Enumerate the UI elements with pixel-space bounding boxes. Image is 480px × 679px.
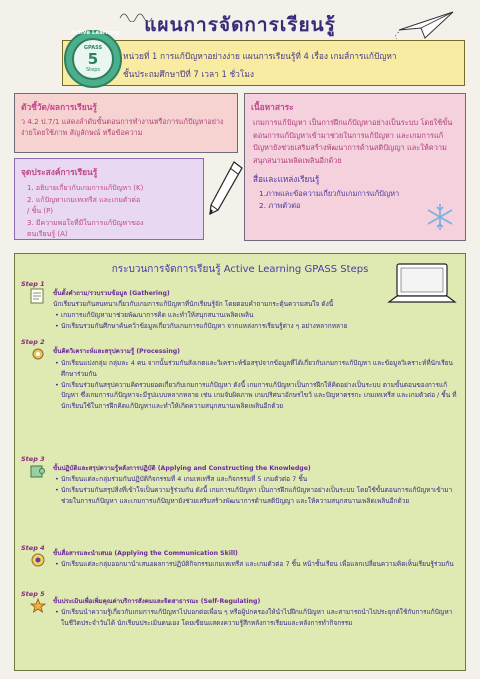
objective-list — [15, 183, 203, 241]
step-label: Step 2 — [21, 338, 45, 346]
step-3-title: ขั้นปฏิบัติและสรุปความรู้หลังการปฏิบัติ (Applying and Constructing the Knowledge) — [53, 465, 311, 472]
step-1-title: ขั้นตั้งคำถาม/รวบรวมข้อมูล (Gathering) — [53, 290, 170, 297]
step-bullet: • นักเรียนร่วมกันสรุปสิ่งที่เข้าใจเป็นความรู้ร่วมกัน ดังนี้ เกมการแก้ปัญหา เป็นการฝึกแก้ปัญหาอย่างเป็นระบบ โดยใช้ขั้นตอนการแก้ปัญหาเข้ามาช่วยในการแก้ปัญหา และเกมการแก้ปัญหายังช่วยเสริมสร้างพัฒนาการด้านสติปัญญา และให้ความสนุกสนานเพลิดเพลินอีกด้วย — [53, 485, 457, 507]
objective-item: 2. แก้ปัญหาเกมเทเทรีส และเกมตัวต่อ — [27, 195, 141, 204]
material-item: 1.ภาพและข้อความเกี่ยวกับเกมการแก้ปัญหา — [259, 189, 400, 198]
process-title: กระบวนการจัดการเรียนรู้ Active Learning GPASS Steps — [111, 264, 369, 275]
step-3-marker — [21, 455, 49, 479]
step-bullet: • นักเรียนนำความรู้เกี่ยวกับเกมการแก้ปัญหาไปบอกต่อเพื่อน ๆ หรือผู้ปกครองให้นำไปฝึกแก้ปัญหา และสามารถนำไปประยุกต์ใช้กับการแก้ปัญหาในชีวิตประจำวันได้ นักเรียนประเมินตนเอง โดยเขียนแสดงความรู้สึกหลังการเรียนและหลังการทำกิจกรรม — [53, 607, 457, 629]
snowflake-icon — [425, 202, 455, 232]
badge-arc-text: Active Learning — [70, 30, 120, 36]
puzzle-icon — [29, 463, 47, 479]
content-text: เกมการแก้ปัญหา เป็นการฝึกแก้ปัญหาอย่างเป็นระบบ โดยใช้ขั้นตอนการแก้ปัญหาเข้ามาช่วยในการแก้ปัญหา และเกมการแก้ปัญหายังช่วยเสริมสร้างพัฒนาการด้านสติปัญญา และให้ความสนุกสนานเพลิดเพลินอีกด้วย — [253, 118, 453, 165]
paper-plane-icon — [395, 8, 457, 40]
badge-label: GPASS — [83, 45, 103, 51]
step-bullet: • นักเรียนแบ่งกลุ่ม กลุ่มละ 4 คน จากนั้นร่วมกันสังเกตและวิเคราะห์ข้อสรุปจากข้อมูลที่ได้เกี่ยวกับเกมการแก้ปัญหา และข้อมูลวิเคราะห์ที่นักเรียนศึกษาร่วมกัน — [53, 358, 457, 380]
gear-icon — [29, 346, 47, 362]
presentation-icon — [29, 552, 47, 568]
objective-item: 1. อธิบายเกี่ยวกับเกมการแก้ปัญหา (K) — [27, 184, 144, 192]
step-3-body — [53, 474, 457, 506]
step-2-marker — [21, 338, 49, 362]
indicator-text: ว 4.2 ป.7/1 แสดงลำดับขั้นตอนการทำงานหรือการแก้ปัญหาอย่างง่ายโดยใช้ภาพ สัญลักษณ์ หรือข้อความ — [21, 117, 224, 137]
badge-sub: Steps — [86, 67, 100, 73]
objective-heading: จุดประสงค์การเรียนรู้ — [21, 167, 98, 177]
objective-box — [14, 158, 204, 240]
step-2-body — [53, 358, 457, 412]
step-4-marker — [21, 544, 49, 568]
step-label: Step 3 — [21, 455, 45, 463]
content-heading: เนื้อหาสาระ — [251, 102, 294, 112]
objective-item: / ชิ้น (P) — [27, 207, 54, 215]
banner-grade-line: ชั้นประถมศึกษาปีที่ 7 เวลา 1 ชั่วโมง — [123, 69, 254, 79]
scribble-icon — [118, 8, 156, 22]
step-5-marker — [21, 590, 49, 614]
step-bullet: • เกมการแก้ปัญหามาช่วยพัฒนาการคิด และทำให้สนุกสนานเพลิดเพลิน — [53, 310, 457, 321]
step-1-marker — [21, 280, 49, 304]
objective-item: ตนเรียนรู้ (A) — [27, 230, 68, 238]
materials-heading: สื่อและแหล่งเรียนรู้ — [253, 174, 320, 184]
indicator-box — [14, 93, 238, 153]
step-5-body — [53, 607, 457, 629]
objective-item: 3. มีความพอใจที่มีในการแก้ปัญหาของ — [27, 218, 144, 227]
pencil-icon — [206, 160, 244, 218]
step-5-title: ขั้นประเมินเพื่อเพิ่มคุณค่าบริการสังคมและจิตสาธารณะ (Self-Regulating) — [53, 598, 261, 605]
star-icon — [29, 598, 47, 614]
step-4-title: ขั้นสื่อสารและนำเสนอ (Applying the Communication Skill) — [53, 550, 238, 557]
learning-process-panel — [14, 253, 466, 671]
material-item: 2. ภาพตัวต่อ — [259, 201, 301, 210]
step-bullet: • นักเรียนแต่ละกลุ่มออกมานำเสนอผลการปฏิบัติกิจกรรมเกมเทเทรีส และเกมตัวต่อ 7 ชิ้น หน้าชั้นเรียน เพื่อแลกเปลี่ยนความคิดเห็นเรียนรู้ร่วมกัน — [53, 559, 457, 570]
step-label: Step 1 — [21, 280, 45, 288]
indicator-heading: ตัวชี้วัด/ผลการเรียนรู้ — [21, 102, 97, 112]
document-icon — [29, 288, 47, 304]
step-2-title: ขั้นคิดวิเคราะห์และสรุปความรู้ (Processing) — [53, 348, 180, 355]
step-bullet: • นักเรียนแต่ละกลุ่มร่วมกันปฏิบัติกิจกรรมที่ 4 เกมเทเทรีส และกิจกรรมที่ 5 เกมตัวต่อ 7 ชิ้น — [53, 474, 457, 485]
step-label: Step 5 — [21, 590, 45, 598]
step-label: Step 4 — [21, 544, 45, 552]
step-bullet: • นักเรียนรวมกันศึกษาค้นคว้าข้อมูลเกี่ยวกับเกมการแก้ปัญหา จากแหล่งการเรียนรู้ต่าง ๆ อย่างหลากหลาย — [53, 321, 457, 332]
step-text: นักเรียนร่วมกันสนทนาเกี่ยวกับเกมการแก้ปัญหาที่นักเรียนรู้จัก โดยตอบคำถามกระตุ้นความสนใจ ดังนี้ — [53, 300, 334, 308]
step-bullet: • นักเรียนร่วมกันสรุปความคิดรวบยอดเกี่ยวกับเกมการแก้ปัญหา ดังนี้ เกมการแก้ปัญหาเป็นการฝึกให้คิดอย่างเป็นระบบ ตามขั้นตอนของการแก้ปัญหา ซึ่งเกมการแก้ปัญหาจะมีรูปแบบหลากหลาย เช่น เกมจับผิดภาพ เกมปริศนาอักษรไขว้ และปัญหาตรรกะ เกมเทเทรีส และเกมตัวต่อ / ชิ้น ที่นักเรียนใช้ในการฝึกคิดแก้ปัญหาและทำให้เกิดความสนุกสนานเพลิดเพลินอีกด้วย — [53, 380, 457, 412]
badge-number: 5 — [87, 50, 99, 68]
step-4-body — [53, 559, 457, 570]
step-1-body — [53, 299, 457, 331]
lesson-banner — [62, 40, 465, 86]
gpass-badge — [64, 30, 122, 88]
banner-unit-line: หน่วยที่ 1 การแก้ปัญหาอย่างง่าย แผนการเรียนรู้ที่ 4 เรื่อง เกมส์การแก้ปัญหา — [123, 51, 397, 61]
page-title: แผนการจัดการเรียนรู้ — [144, 14, 336, 36]
badge-ring — [72, 38, 114, 80]
